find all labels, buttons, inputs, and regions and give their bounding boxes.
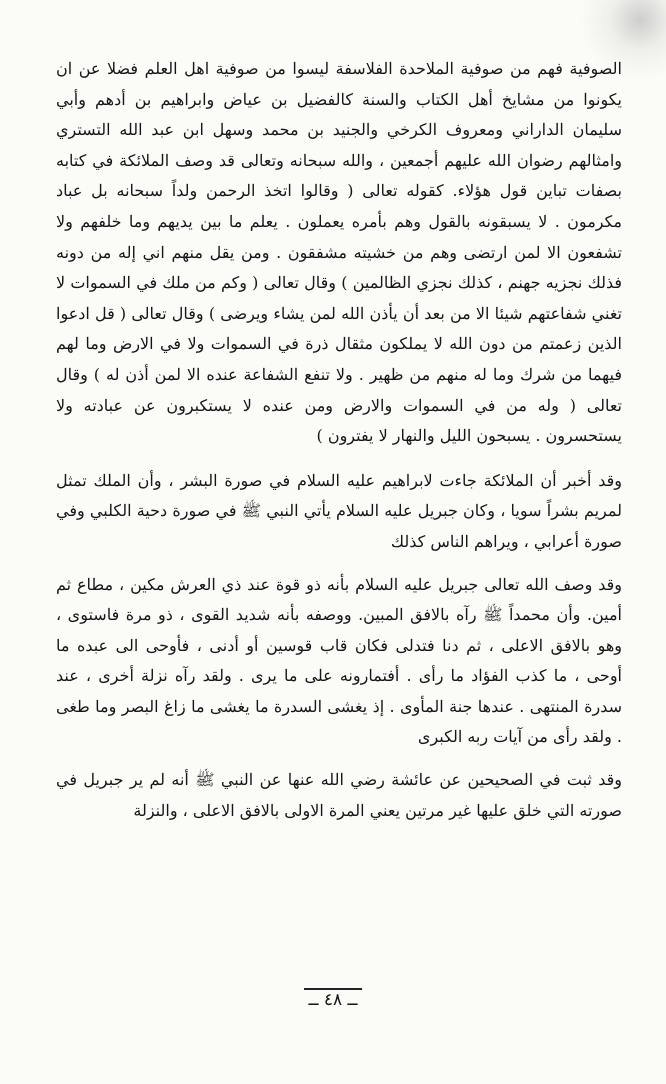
page-number: ــ ٤٨ ــ bbox=[304, 988, 361, 1010]
paragraph-1: الصوفية فهم من صوفية الملاحدة الفلاسفة ليسوا من صوفية اهل العلم فضلا عن ان يكونوا من مشايخ أهل الكتاب والسنة كالفضيل بن عياض وابراهيم بن أدهم وأبي سليمان الداراني ومعروف الكرخي والجنيد بن محمد وسهل ابن عبد الله التستري وامثالهم رضوان الله عليهم أجمعين ، والله سبحانه وتعالى قد وصف الملائكة في كتابه بصفات تباين قول هؤلاء. كقوله تعالى ( وقالوا اتخذ الرحمن ولداً سبحانه بل عباد مكرمون . لا يسبقونه بالقول وهم بأمره يعملون . يعلم ما بين يديهم وما خلفهم ولا تشفعون الا لمن ارتضى وهم من خشيته مشفقون . ومن يقل منهم اني إله من دونه فذلك نجزيه جهنم ، كذلك نجزي الظالمين ) وقال تعالى ( وكم من ملك في السموات لا تغني شفاعتهم شيئا الا من بعد أن يأذن الله لمن يشاء ويرضى ) وقال تعالى ( قل ادعوا الذين زعمتم من دون الله لا يملكون مثقال ذرة في السموات ولا في الارض وما لهم فيهما من شرك وما له منهم من ظهير . ولا تنفع الشفاعة عنده الا لمن أذن له ) وقال تعالى ( وله من في السموات والارض ومن عنده لا يستكبرون عن عبادته ولا يستحسرون . يسبحون الليل والنهار لا يفترون ) bbox=[56, 59, 622, 446]
page-number-footer bbox=[283, 990, 383, 1010]
page-body bbox=[56, 54, 622, 826]
paragraph-4: وقد ثبت في الصحيحين عن عائشة رضي الله عنها عن النبي ﷺ أنه لم ير جبريل في صورته التي خلق عليها غير مرتين يعني المرة الاولى بالافق الاعلى ، والنزلة bbox=[56, 770, 622, 820]
paragraph-3: وقد وصف الله تعالى جبريل عليه السلام بأنه ذو قوة عند ذي العرش مكين ، مطاع ثم أمين. وأن محمداً ﷺ رآه بالافق المبين. ووصفه بأنه شديد القوى ، ذو مرة فاستوى ، وهو بالافق الاعلى ، ثم دنا فتدلى فكان قاب قوسين أو أدنى ، فأوحى الى عبده ما أوحى ، ما كذب الفؤاد ما رأى . أفتمارونه على ما يرى . ولقد رآه نزلة أخرى ، عند سدرة المنتهى . عندها جنة المأوى . إذ يغشى السدرة ما يغشى ما زاغ البصر وما طغى . ولقد رأى من آيات ربه الكبرى bbox=[56, 574, 622, 747]
paragraph-2: وقد أخبر أن الملائكة جاءت لابراهيم عليه السلام في صورة البشر ، وأن الملك تمثل لمريم بشراً سويا ، وكان جبريل عليه السلام يأتي النبي ﷺ في صورة دحية الكلبي وفي صورة أعرابي ، ويراهم الناس كذلك bbox=[56, 470, 622, 551]
